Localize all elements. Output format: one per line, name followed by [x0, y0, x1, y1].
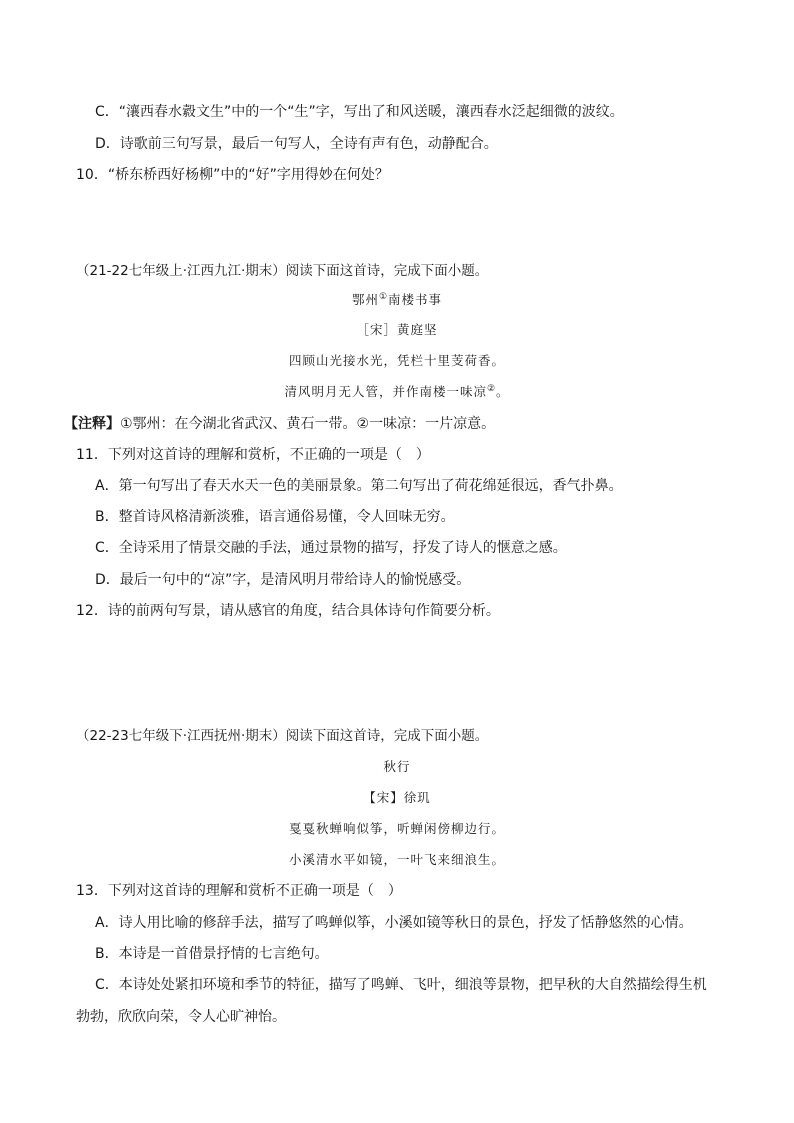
annotation: 【注释】①鄂州：在今湖北省武汉、黄石一带。②一味凉：一片凉意。: [64, 416, 496, 432]
poem-line-1: 四顾山光接水光，凭栏十里芰荷香。: [288, 353, 505, 368]
option-c: C．全诗采用了情景交融的手法，通过景物的描写，抒发了诗人的惬意之感。: [95, 540, 567, 556]
poem-title: 鄂州①南楼书事: [351, 291, 443, 307]
source-line: （22-23七年级下·江西抚州·期末）阅读下面这首诗，完成下面小题。: [76, 728, 489, 744]
option-b: B．整首诗风格清新淡雅，语言通俗易懂，令人回味无穷。: [95, 509, 455, 525]
option-d: D．诗歌前三句写景，最后一句写人，全诗有声有色，动静配合。: [95, 136, 498, 152]
question-12: 12．诗的前两句写景，请从感官的角度，结合具体诗句作简要分析。: [76, 603, 500, 619]
option-c: C．本诗处处紧扣环境和季节的特征，描写了鸣蝉、飞叶，细浪等景物，把早秋的大自然描绘得生机: [95, 977, 707, 993]
option-c-continued: 勃勃，欣欣向荣，令人心旷神怡。: [76, 1009, 286, 1025]
question-11: 11．下列对这首诗的理解和赏析，不正确的一项是（ ）: [76, 447, 430, 463]
question-10: 10．“桥东桥西好杨柳”中的“好”字用得妙在何处？: [76, 167, 389, 183]
poem-line-1: 戛戛秋蝉响似筝，听蝉闲傍柳边行。: [288, 821, 505, 836]
option-c: C．“瀼西春水縠文生”中的一个“生”字，写出了和风送暖，瀼西春水泛起细微的波纹。: [95, 104, 624, 120]
option-a: A．第一句写出了春天水天一色的美丽景象。第二句写出了荷花绵延很远，香气扑鼻。: [95, 478, 623, 494]
option-d: D．最后一句中的“凉”字，是清风明月带给诗人的愉悦感受。: [95, 572, 471, 588]
poem-line-2: 小溪清水平如镜，一叶飞来细浪生。: [288, 852, 505, 867]
poem-author: ［宋］黄庭坚: [356, 322, 438, 337]
poem-title: 秋行: [383, 759, 411, 774]
poem-author: 【宋】徐玑: [363, 790, 431, 805]
poem-line-2: 清风明月无人管，并作南楼一味凉②。: [284, 383, 510, 399]
option-a: A．诗人用比喻的修辞手法，描写了鸣蝉似筝，小溪如镜等秋日的景色，抒发了恬静悠然的心情。: [95, 915, 693, 931]
question-13: 13．下列对这首诗的理解和赏析不正确一项是（ ）: [76, 883, 402, 899]
option-b: B．本诗是一首借景抒情的七言绝句。: [95, 946, 329, 962]
source-line: （21-22七年级上·江西九江·期末）阅读下面这首诗，完成下面小题。: [76, 263, 489, 279]
